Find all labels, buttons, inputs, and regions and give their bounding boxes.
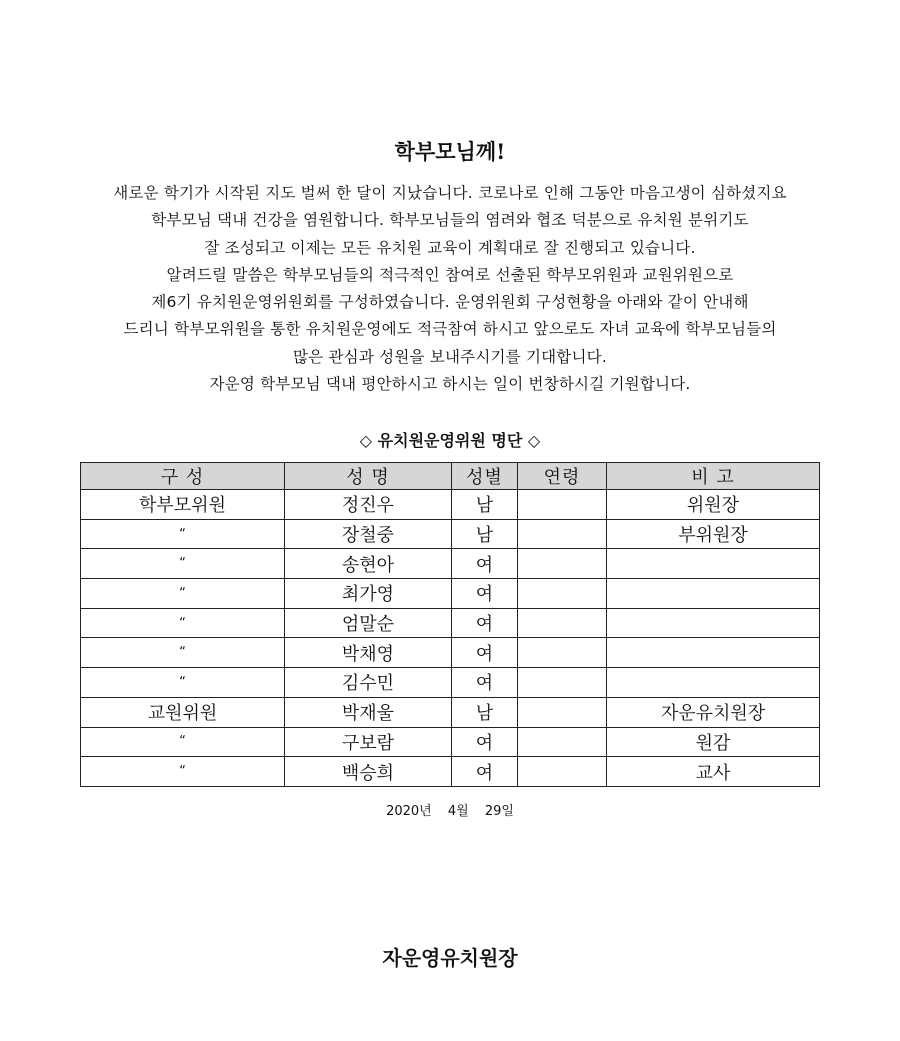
- cell-remarks: 교사: [607, 757, 820, 787]
- cell-remarks: [607, 668, 820, 698]
- cell-age: [518, 727, 607, 757]
- cell-name: 김수민: [285, 668, 452, 698]
- cell-gender: 남: [452, 697, 518, 727]
- cell-name: 송현아: [285, 549, 452, 579]
- cell-name: 박채영: [285, 638, 452, 668]
- cell-remarks: [607, 608, 820, 638]
- body-line: 많은 관심과 성원을 보내주시기를 기대합니다.: [293, 347, 607, 366]
- cell-age: [518, 549, 607, 579]
- column-header-composition: 구 성: [81, 463, 285, 490]
- cell-composition: “: [81, 727, 285, 757]
- table-row: [81, 579, 820, 609]
- cell-remarks: [607, 579, 820, 609]
- body-line: 자운영 학부모님 댁내 평안하시고 하시는 일이 번창하시길 기원합니다.: [209, 375, 691, 394]
- cell-gender: 남: [452, 490, 518, 520]
- cell-remarks: [607, 638, 820, 668]
- cell-composition: “: [81, 757, 285, 787]
- body-line: 드리니 학부모위원을 통한 유치원운영에도 적극참여 하시고 앞으로도 자녀 교육에 학부모님들의: [123, 320, 777, 339]
- table-row: [81, 668, 820, 698]
- table-row: [81, 519, 820, 549]
- cell-name: 백승희: [285, 757, 452, 787]
- column-header-remarks: 비 고: [607, 463, 820, 490]
- table-row: [81, 638, 820, 668]
- cell-gender: 여: [452, 549, 518, 579]
- cell-remarks: 자운유치원장: [607, 697, 820, 727]
- table-row: [81, 549, 820, 579]
- cell-name: 구보람: [285, 727, 452, 757]
- body-line: 알려드릴 말씀은 학부모님들의 적극적인 참여로 선출된 학부모위원과 교원위원으로: [166, 265, 734, 284]
- cell-composition: 학부모위원: [81, 490, 285, 520]
- cell-name: 장철중: [285, 519, 452, 549]
- table-header-row: [81, 463, 820, 490]
- cell-name: 최가영: [285, 579, 452, 609]
- column-header-name: 성 명: [285, 463, 452, 490]
- cell-gender: 여: [452, 638, 518, 668]
- cell-gender: 남: [452, 519, 518, 549]
- table-row: [81, 727, 820, 757]
- cell-composition: “: [81, 579, 285, 609]
- cell-gender: 여: [452, 668, 518, 698]
- body-line: 학부모님 댁내 건강을 염원합니다. 학부모님들의 염려와 협조 덕분으로 유치원 분위기도: [151, 211, 749, 230]
- cell-remarks: 원감: [607, 727, 820, 757]
- body-line: 제6기 유치원운영위원회를 구성하였습니다. 운영위원회 구성현황을 아래와 같이 안내해: [151, 293, 749, 312]
- body-line: 새로운 학기가 시작된 지도 벌써 한 달이 지났습니다. 코로나로 인해 그동안 마음고생이 심하셨지요: [113, 184, 787, 202]
- cell-gender: 여: [452, 579, 518, 609]
- cell-age: [518, 757, 607, 787]
- cell-gender: 여: [452, 608, 518, 638]
- cell-age: [518, 579, 607, 609]
- roster-title: ◇ 유치원운영위원 명단 ◇: [359, 431, 541, 450]
- table-row: [81, 490, 820, 520]
- signature: 자운영유치원장: [382, 946, 518, 970]
- column-header-gender: 성별: [452, 463, 518, 490]
- cell-composition: “: [81, 668, 285, 698]
- table-row: [81, 697, 820, 727]
- cell-composition: “: [81, 549, 285, 579]
- column-header-age: 연령: [518, 463, 607, 490]
- cell-name: 정진우: [285, 490, 452, 520]
- cell-age: [518, 638, 607, 668]
- letter-title: 학부모님께!: [394, 139, 506, 164]
- cell-gender: 여: [452, 727, 518, 757]
- cell-age: [518, 490, 607, 520]
- cell-remarks: 위원장: [607, 490, 820, 520]
- cell-remarks: 부위원장: [607, 519, 820, 549]
- cell-composition: “: [81, 608, 285, 638]
- cell-gender: 여: [452, 757, 518, 787]
- letter-body: [0, 180, 900, 398]
- cell-name: 박재울: [285, 697, 452, 727]
- cell-remarks: [607, 549, 820, 579]
- letter-date: 2020년 4월 29일: [386, 804, 514, 819]
- table-row: [81, 608, 820, 638]
- cell-name: 엄말순: [285, 608, 452, 638]
- committee-roster-table: [80, 462, 820, 787]
- cell-composition: 교원위원: [81, 697, 285, 727]
- cell-age: [518, 519, 607, 549]
- cell-composition: “: [81, 638, 285, 668]
- table-row: [81, 757, 820, 787]
- body-line: 잘 조성되고 이제는 모든 유치원 교육이 계획대로 잘 진행되고 있습니다.: [204, 238, 696, 257]
- cell-composition: “: [81, 519, 285, 549]
- cell-age: [518, 668, 607, 698]
- cell-age: [518, 608, 607, 638]
- cell-age: [518, 697, 607, 727]
